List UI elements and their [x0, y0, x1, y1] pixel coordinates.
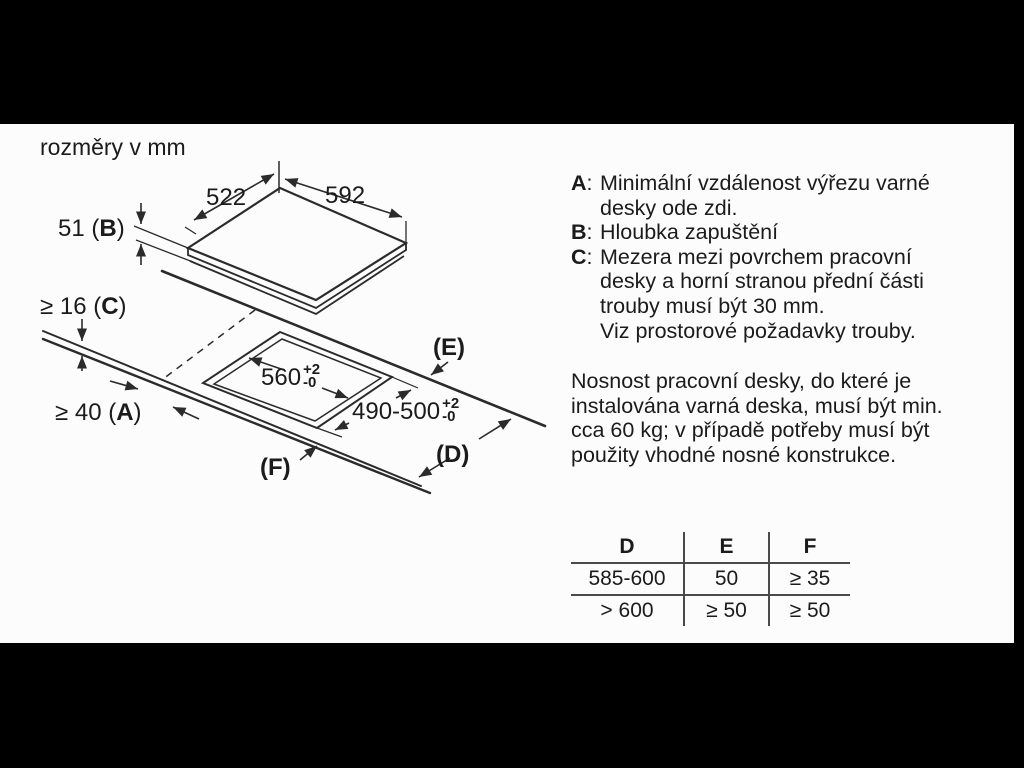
paragraph-line: Nosnost pracovní desky, do které je	[571, 369, 912, 393]
load-capacity-paragraph	[571, 369, 943, 467]
dim-522-label: 522	[206, 184, 247, 211]
note-c-line: desky a horní stranou přední části	[600, 269, 924, 294]
table-header-e: E	[683, 532, 768, 562]
note-c: C: Mezera mezi povrchem pracovní desky a horní stranou přední části trouby musí být 30 mm. Viz prostorové požadavky trouby.	[571, 244, 924, 343]
paragraph-line: použity vhodné nosné konstrukce.	[571, 442, 897, 467]
dim-51b-label: 51 (B)	[58, 215, 125, 242]
legend-notes	[571, 171, 930, 343]
table-header-d: D	[619, 535, 635, 558]
dim-a-label: ≥ 40 (A)	[55, 399, 142, 426]
dim-c-label: ≥ 16 (C)	[40, 293, 127, 320]
note-c-line: Viz prostorové požadavky trouby.	[600, 318, 916, 343]
table-cell: ≥ 35	[768, 562, 850, 594]
cutout-depth-label: 490-500 +2 -0	[352, 395, 460, 425]
note-b-line: Hloubka zapuštění	[600, 220, 779, 245]
table-cell: 50	[683, 562, 768, 594]
manual-page	[0, 124, 1014, 643]
table-cell: ≥ 50	[768, 594, 850, 626]
page-title: rozměry v mm	[40, 134, 186, 160]
table-header-f: F	[768, 532, 850, 562]
cutout-width-label: 560 +2 -0	[261, 361, 321, 391]
dim-f-label: (F)	[260, 454, 291, 481]
dim-d-label: (D)	[436, 441, 470, 468]
dim-e-label: (E)	[433, 334, 465, 361]
cooktop-outline	[134, 188, 406, 314]
letterbox-right	[1014, 124, 1024, 643]
table-cell: > 600	[571, 594, 683, 626]
note-b: B: Hloubka zapuštění	[571, 220, 779, 245]
tolerance-stack: +2 -0	[303, 361, 321, 391]
note-c-line: trouby musí být 30 mm.	[600, 293, 825, 318]
table-cell: 585-600	[571, 562, 683, 594]
dim-592-label: 592	[325, 182, 366, 209]
note-a: A: Minimální vzdálenost výřezu varné desky ode zdi.	[571, 171, 930, 220]
table-cell: ≥ 50	[683, 594, 768, 626]
letterbox-bottom	[0, 643, 1024, 768]
note-a-line: Minimální vzdálenost výřezu varné	[600, 171, 930, 195]
note-c-line: Mezera mezi povrchem pracovní	[600, 244, 912, 269]
paragraph-line: cca 60 kg; v případě potřeby musí být	[571, 418, 930, 443]
tolerance-stack: +2 -0	[442, 395, 460, 425]
note-a-line: desky ode zdi.	[600, 195, 738, 220]
dimension-table	[571, 532, 850, 626]
paragraph-line: instalována varná deska, musí být min.	[571, 393, 943, 418]
letterbox-top	[0, 0, 1024, 124]
